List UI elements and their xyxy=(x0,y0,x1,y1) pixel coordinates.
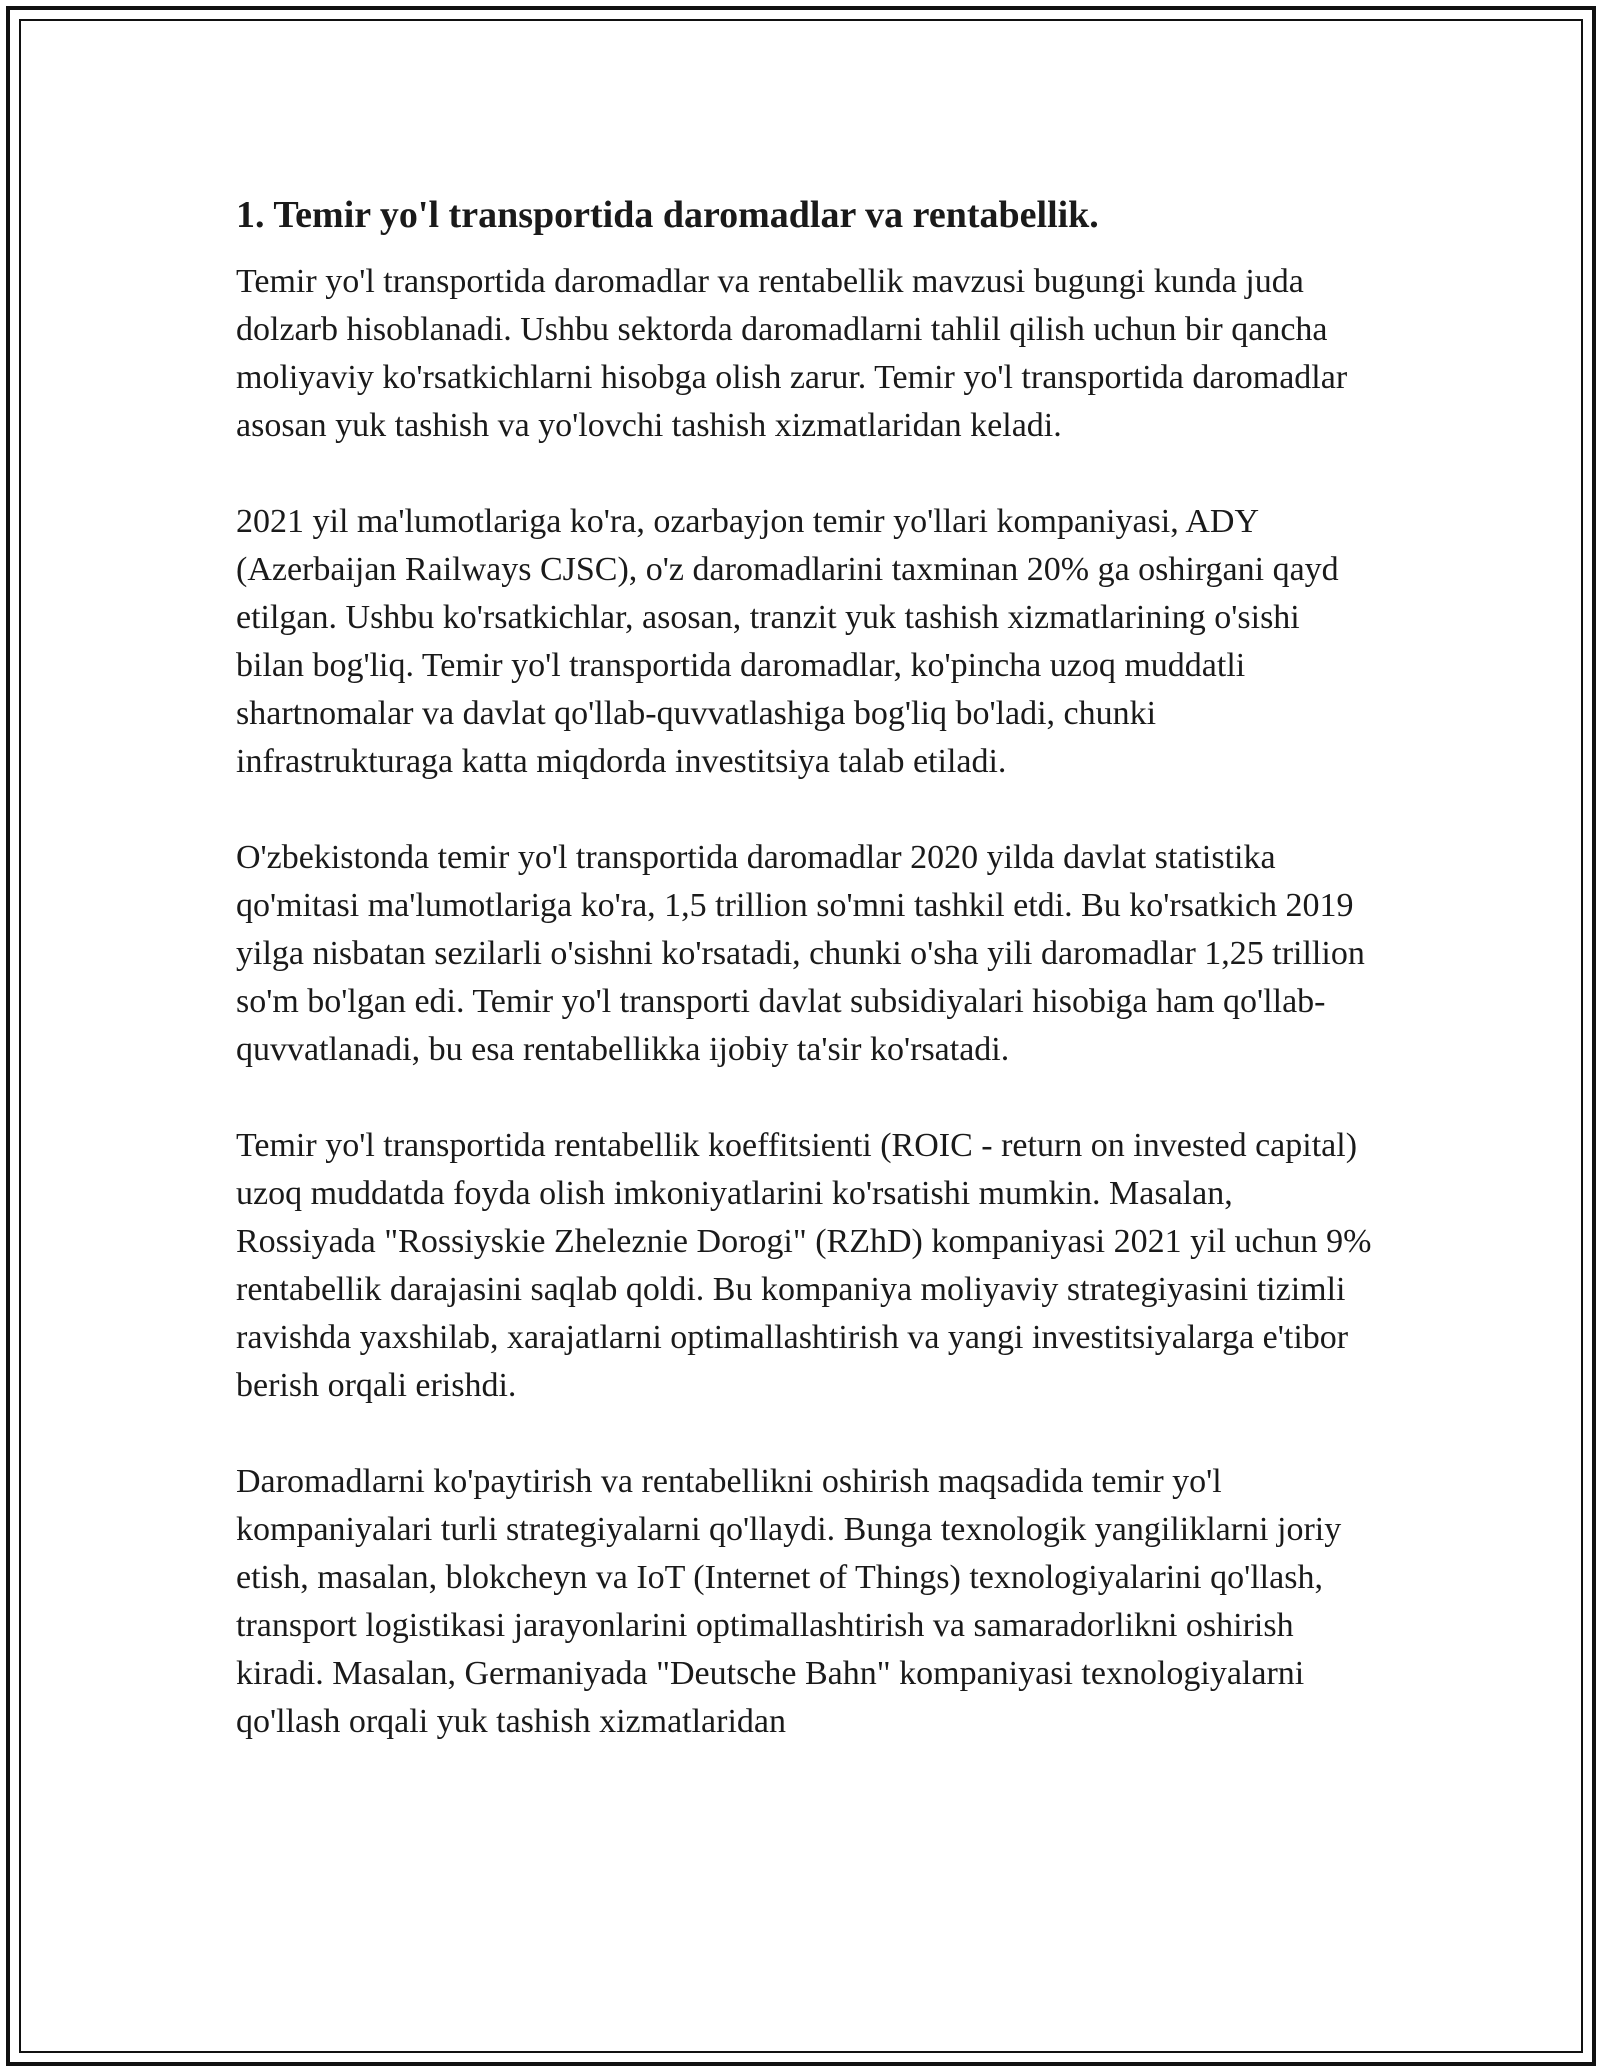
paragraph-1: Temir yo'l transportida daromadlar va rentabellik mavzusi bugungi kunda juda dolzarb hisoblanadi. Ushbu sektorda daromadlarni tahlil qilish uchun bir qancha moliyaviy ko'rsatkichlarni hisobga olish zarur. Temir yo'l transportida daromadlar asosan yuk tashish va yo'lovchi tashish xizmatlaridan keladi. xyxy=(236,263,1348,444)
paragraph-5: Daromadlarni ko'paytirish va rentabellikni oshirish maqsadida temir yo'l kompaniyalari turli strategiyalarni qo'llaydi. Bunga texnologik yangiliklarni joriy etish, masalan, blokcheyn va IoT (Internet of Things) texnologiyalarini qo'llash, transport logistikasi jarayonlarini optimallashtirish va samaradorlikni oshirish kiradi. Masalan, Germaniyada "Deutsche Bahn" kompaniyasi texnologiyalarni qo'llash orqali yuk tashish xizmatlaridan xyxy=(236,1463,1342,1740)
paragraph-4: Temir yo'l transportida rentabellik koeffitsienti (ROIC - return on invested capital) uzoq muddatda foyda olish imkoniyatlarini ko'rsatishi mumkin. Masalan, Rossiyada "Rossiyskie Zheleznie Dorogi" (RZhD) kompaniyasi 2021 yil uchun 9% rentabellik darajasini saqlab qoldi. Bu kompaniya moliyaviy strategiyasini tizimli ravishda yaxshilab, xarajatlarni optimallashtirish va yangi investitsiyalarga e'tibor berish orqali erishdi. xyxy=(236,1127,1372,1404)
paragraph-3: O'zbekistonda temir yo'l transportida daromadlar 2020 yilda davlat statistika qo'mitasi ma'lumotlariga ko'ra, 1,5 trillion so'mni tashkil etdi. Bu ko'rsatkich 2019 yilga nisbatan sezilarli o'sishni ko'rsatadi, chunki o'sha yili daromadlar 1,25 trillion so'm bo'lgan edi. Temir yo'l transporti davlat subsidiyalari hisobiga ham qo'llab-quvvatlanadi, bu esa rentabellikka ijobiy ta'sir ko'rsatadi. xyxy=(236,839,1365,1068)
section-heading: 1. Temir yo'l transportida daromadlar va rentabellik. xyxy=(236,194,1099,236)
document-body xyxy=(236,190,1376,1794)
paragraph-2: 2021 yil ma'lumotlariga ko'ra, ozarbayjon temir yo'llari kompaniyasi, ADY (Azerbaijan Railways CJSC), o'z daromadlarini taxminan 20% ga oshirgani qayd etilgan. Ushbu ko'rsatkichlar, asosan, tranzit yuk tashish xizmatlarining o'sishi bilan bog'liq. Temir yo'l transportida daromadlar, ko'pincha uzoq muddatli shartnomalar va davlat qo'llab-quvvatlashiga bog'liq bo'ladi, chunki infrastrukturaga katta miqdorda investitsiya talab etiladi. xyxy=(236,503,1339,780)
